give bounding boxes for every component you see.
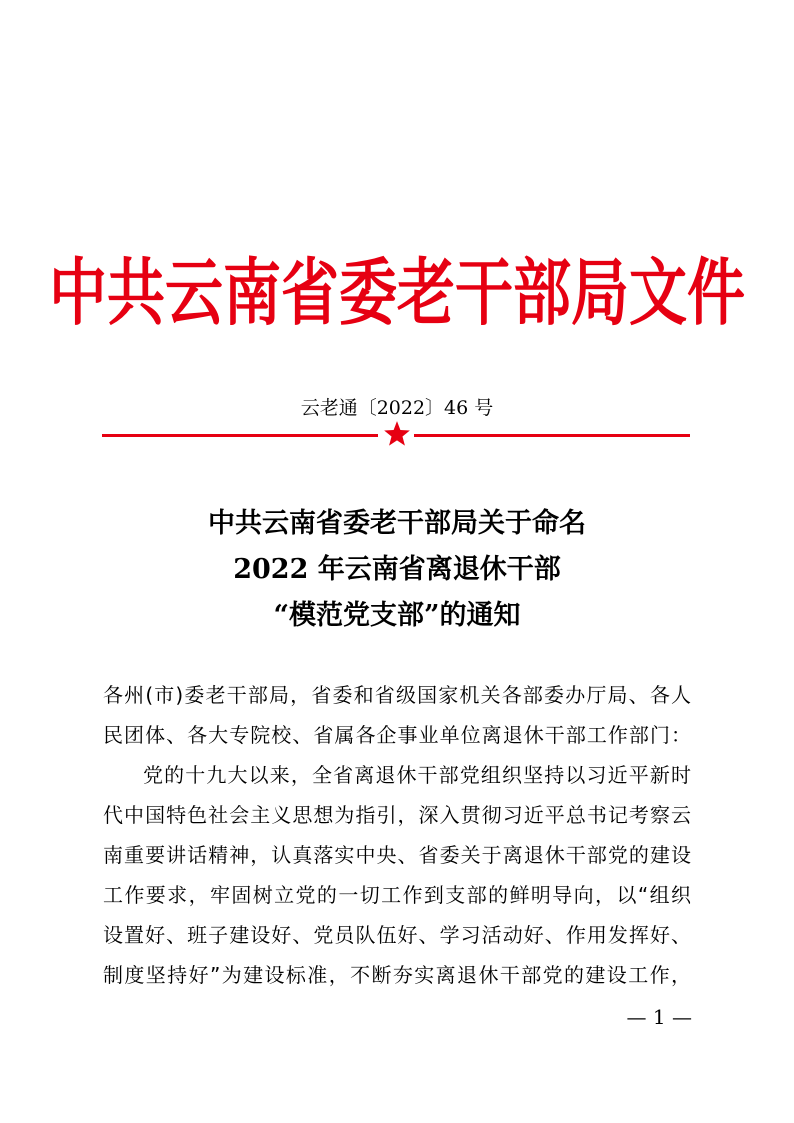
notice-title-line-1: 中共云南省委老干部局关于命名 <box>208 508 586 539</box>
page-number: — 1 — <box>626 1005 692 1029</box>
body-line-addressee-1: 各州(市)委老干部局，省委和省级国家机关各部委办厅局、各人 <box>103 683 691 707</box>
body-line-paragraph-start: 党的十九大以来，全省离退休干部党组织坚持以习近平新时 <box>143 763 691 787</box>
notice-title-line-2: 2022 年云南省离退休干部 <box>233 554 561 585</box>
body-line: 设置好、班子建设好、党员队伍好、学习活动好、作用发挥好、 <box>103 923 691 947</box>
red-divider-right <box>414 434 690 437</box>
body-line-addressee-2: 民团体、各大专院校、省属各企事业单位离退休干部工作部门： <box>103 723 691 747</box>
notice-title-line-3: “模范党支部”的通知 <box>273 600 521 631</box>
document-number: 云老通〔2022〕46 号 <box>300 397 494 419</box>
star-icon <box>383 420 411 448</box>
masthead-title: 中共云南省委老干部局文件 <box>48 250 745 336</box>
body-line: 代中国特色社会主义思想为指引，深入贯彻习近平总书记考察云 <box>103 803 691 827</box>
red-divider-left <box>102 434 378 437</box>
body-line: 工作要求，牢固树立党的一切工作到支部的鲜明导向，以“组织 <box>103 883 691 907</box>
body-line: 制度坚持好”为建设标准，不断夯实离退休干部党的建设工作， <box>103 963 691 987</box>
body-line: 南重要讲话精神，认真落实中央、省委关于离退休干部党的建设 <box>103 843 691 867</box>
